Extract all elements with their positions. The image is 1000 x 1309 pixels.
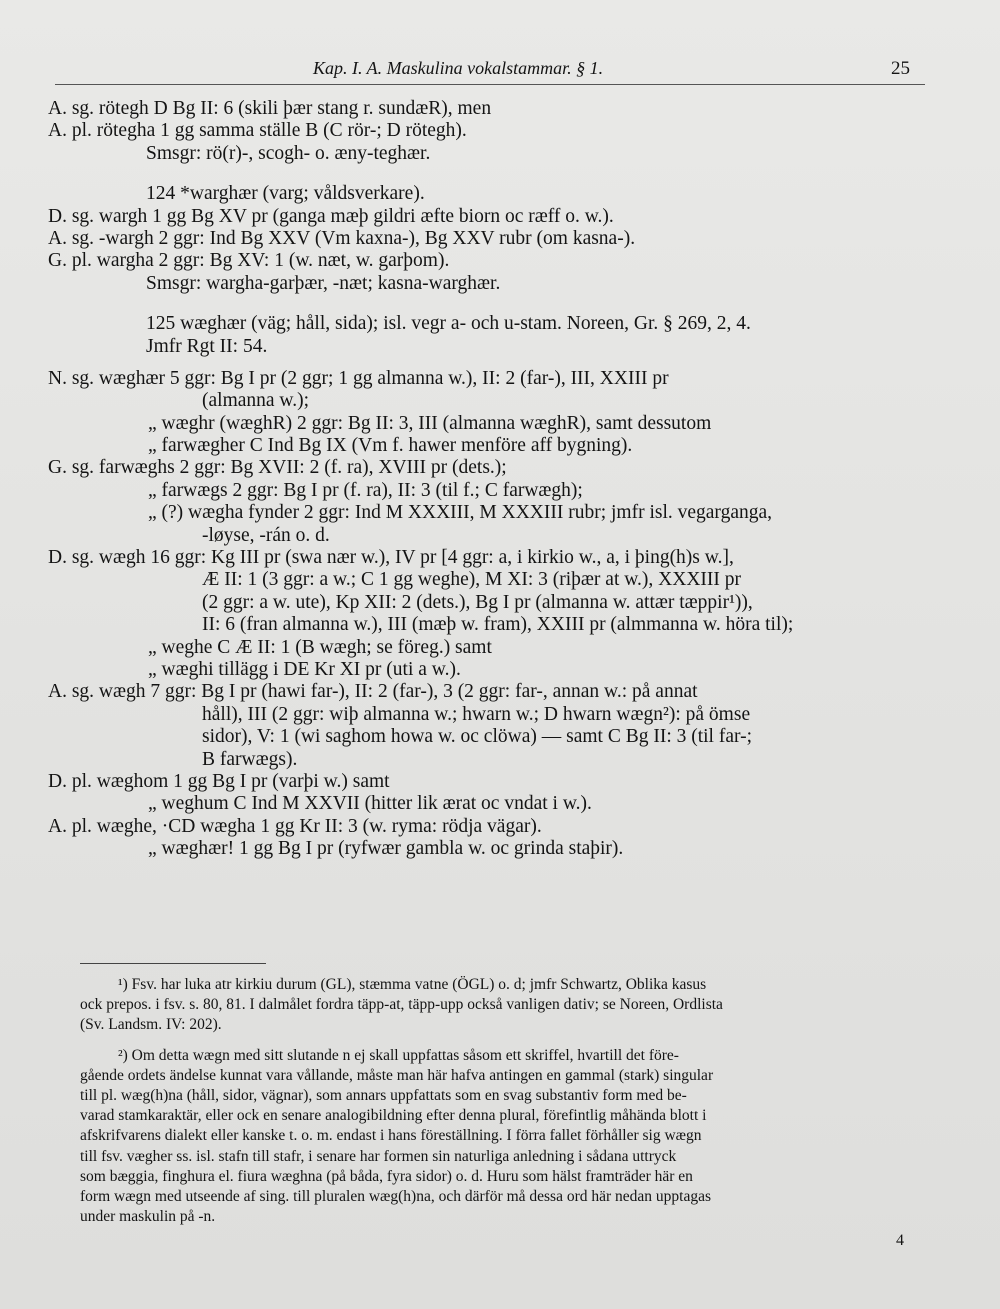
text-line: Æ II: 1 (3 ggr: a w.; C 1 gg weghe), M XI: 3 (riþær at w.), XXXIII pr: [202, 569, 742, 591]
text-line: A. pl. rötegha 1 gg samma ställe B (C rör-; D rötegh).: [48, 120, 467, 142]
running-header: [55, 58, 925, 88]
text-line: håll), III (2 ggr: wiþ almanna w.; hwarn w.; D hwarn wægn²): på ömse: [202, 703, 751, 725]
text-line: D. sg. wægh 16 ggr: Kg III pr (swa nær w.), IV pr [4 ggr: a, i kirkio w., a, i þing(h)s w.],: [48, 547, 734, 569]
text-line: „ wæghi tillägg i DE Kr XI pr (uti a w.).: [148, 658, 461, 680]
text-line: Smsgr: wargha-garþær, -næt; kasna-warghær.: [146, 272, 501, 294]
footnote-line: form wægn med utseende af sing. till pluralen wæg(h)na, och därför må dessa ord här nedan upptagas: [80, 1187, 712, 1205]
text-line: II: 6 (fran almanna w.), III (mæþ w. fram), XXIII pr (almmanna w. höra til);: [202, 614, 794, 636]
text-line: N. sg. wæghær 5 ggr: Bg I pr (2 ggr; 1 gg almanna w.), II: 2 (far-), III, XXIII pr: [48, 367, 669, 389]
footnote-line: ¹) Fsv. har luka atr kirkiu durum (GL), stæmma vatne (ÖGL) o. d; jmfr Schwartz, Oblika kasus: [118, 976, 707, 993]
text-line: „ farwægher C Ind Bg IX (Vm f. hawer menföre aff bygning).: [148, 435, 633, 457]
footnote-line: till pl. wæg(h)na (håll, sidor, vägnar), som annars uppfattats som en svag substantiv form med be-: [80, 1086, 687, 1104]
text-line: „ weghum C Ind M XXVII (hitter lik ærat oc vndat i w.).: [148, 793, 592, 815]
footnote-line: ock prepos. i fsv. s. 80, 81. I dalmålet fordra täpp-at, täpp-upp också vanligen dativ; se Noreen, Ordlista: [80, 996, 723, 1014]
text-line: A. sg. rötegh D Bg II: 6 (skili þær stang r. sundæR), men: [48, 98, 492, 119]
header-rule: [55, 84, 925, 85]
footnote-rule: [80, 963, 266, 964]
text-line: B farwægs).: [202, 748, 298, 770]
text-line: „ wæghr (wæghR) 2 ggr: Bg II: 3, III (almanna wæghR), samt dessutom: [148, 412, 712, 434]
text-line: sidor), V: 1 (wi saghom howa w. oc clöwa) — samt C Bg II: 3 (til far-;: [202, 726, 753, 748]
text-line: Smsgr: rö(r)-, scogh- o. æny-teghær.: [146, 142, 431, 164]
footnote-line: ²) Om detta wægn med sitt slutande n ej skall uppfattas såsom ett skriffel, hvartill det före-: [118, 1046, 679, 1064]
footnote-line: varad stamkaraktär, eller ock en senare analogibildning efter denna plural, förefintlig måhända blott i: [80, 1107, 707, 1125]
page-number: 25: [891, 58, 910, 79]
text-line: (almanna w.);: [202, 390, 310, 412]
footnote-line: gående ordets ändelse kunnat vara vållande, måste man här hafva antingen en gammal (stark) singular: [80, 1066, 714, 1084]
text-line: „ (?) wægha fynder 2 ggr: Ind M XXXIII, M XXXIII rubr; jmfr isl. vegarganga,: [148, 502, 773, 524]
text-line: „ wæghær! 1 gg Bg I pr (ryfwær gambla w. oc grinda staþir).: [148, 838, 624, 860]
text-line: A. sg. -wargh 2 ggr: Ind Bg XXV (Vm kaxna-), Bg XXV rubr (om kasna-).: [48, 227, 636, 249]
text-line: „ farwægs 2 ggr: Bg I pr (f. ra), II: 3 (til f.; C farwægh);: [148, 479, 583, 501]
main-text: [48, 98, 928, 861]
footnote-line: afskrifvarens dialekt eller kanske t. o. m. endast i hans föreställning. I förra fallet förhåller sig wægn: [80, 1127, 702, 1145]
text-line: G. pl. wargha 2 ggr: Bg XV: 1 (w. næt, w. garþom).: [48, 250, 450, 272]
running-title: Kap. I. A. Maskulina vokalstammar. § 1.: [313, 58, 604, 78]
footnote-line: (Sv. Landsm. IV: 202).: [80, 1016, 222, 1034]
text-line: G. sg. farwæghs 2 ggr: Bg XVII: 2 (f. ra), XVIII pr (dets.);: [48, 457, 507, 479]
text-line: D. pl. wæghom 1 gg Bg I pr (varþi w.) samt: [48, 770, 390, 792]
text-line: Jmfr Rgt II: 54.: [146, 335, 268, 357]
text-line: -løyse, -rán o. d.: [202, 524, 330, 546]
footnote-line: till fsv. vægher ss. isl. stafn till stafr, i senare har formen sin naturliga anledning i sådana uttryck: [80, 1147, 677, 1165]
text-line: „ weghe C Æ II: 1 (B wægh; se föreg.) samt: [148, 636, 492, 658]
footnotes: [80, 975, 925, 1227]
text-line: D. sg. wargh 1 gg Bg XV pr (ganga mæþ gildri æfte biorn oc ræff o. w.).: [48, 205, 614, 227]
text-line: A. pl. wæghe, ·CD wægha 1 gg Kr II: 3 (w. ryma: rödja vägar).: [48, 815, 542, 837]
footnote-line: under maskulin på -n.: [80, 1208, 216, 1226]
text-line: A. sg. wægh 7 ggr: Bg I pr (hawi far-), II: 2 (far-), 3 (2 ggr: far-, annan w.: på annat: [48, 681, 698, 703]
text-line: (2 ggr: a w. ute), Kp XII: 2 (dets.), Bg I pr (almanna w. attær tæppir¹)),: [202, 591, 753, 613]
entry-heading-124: 124 *warghær (varg; våldsverkare).: [146, 183, 425, 205]
entry-heading-125: 125 wæghær (väg; håll, sida); isl. vegr a- och u-stam. Noreen, Gr. § 269, 2, 4.: [146, 313, 751, 335]
signature-mark: 4: [896, 1232, 904, 1249]
footnote-line: som bæggia, finghura el. fiura wæghna (på båda, fyra sidor) o. d. Huru som hälst framträder här en: [80, 1167, 693, 1185]
